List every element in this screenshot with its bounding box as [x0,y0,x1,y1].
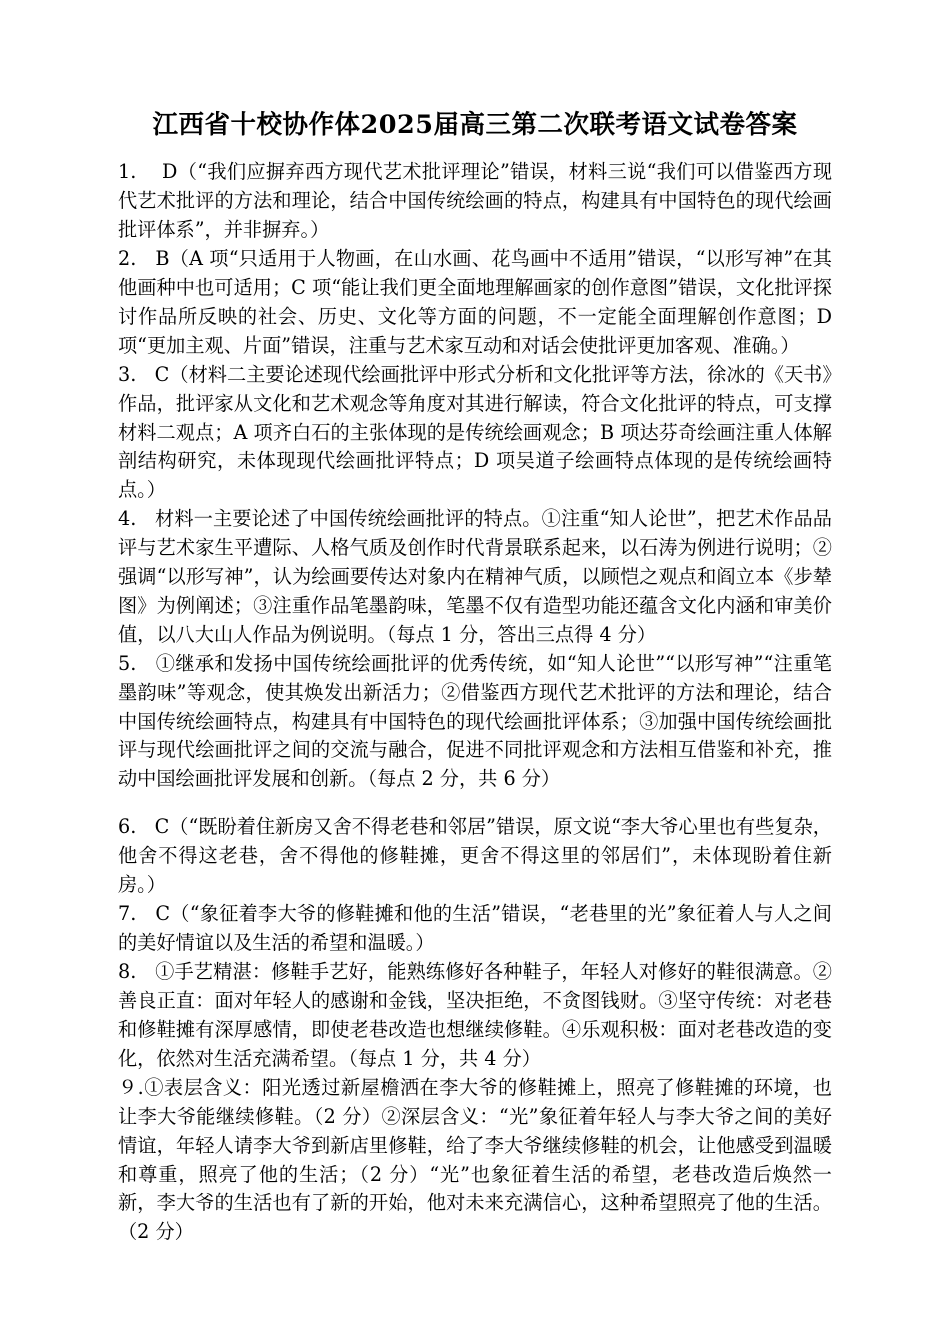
answer-item-5 [118,650,832,794]
answer-number-2: 2. [118,247,137,271]
answer-gap-7 [136,902,155,925]
answer-text-5: ①继承和发扬中国传统绘画批评的优秀传统，如“知人论世”“以形写神”“注重笔墨韵味”等观念，使其焕发出新活力；②借鉴西方现代艺术批评的方法和理论，结合中国传统绘画特点，构建具有中国特色的现代绘画批评体系；③加强中国传统绘画批评与现代绘画批评之间的交流与融合，促进不同批评观念和方法相互借鉴和补充，推动中国绘画批评发展和创新。（每点 2 分，共 6 分） [118,651,832,791]
answer-item-3 [118,361,832,505]
answer-text-6: C（“既盼着住新房又舍不得老巷和邻居”错误，原文说“李大爷心里也有些复杂，他舍不得这老巷，舍不得他的修鞋摊，更舍不得这里的邻居们”，未体现盼着住新房。） [118,815,832,897]
answer-item-1 [118,158,832,244]
answer-text-4: 材料一主要论述了中国传统绘画批评的特点。①注重“知人论世”，把艺术作品品评与艺术家生平遭际、人格气质及创作时代背景联系起来，以石涛为例进行说明；②强调“以形写神”，认为绘画要传达对象内在精神气质，以顾恺之观点和阎立本《步辇图》为例阐述；③注重作品笔墨韵味，笔墨不仅有造型功能还蕴含文化内涵和审美价值，以八大山人作品为例说明。（每点 1 分，答出三点得 4 分） [118,507,832,646]
answer-number-3: 3. [118,363,137,386]
answer-gap-5 [136,652,155,675]
answer-number-4: 4. [118,507,137,531]
answer-number-8: 8. [118,960,137,984]
answer-number-7: 7. [118,902,137,926]
answer-text-9: ①表层含义：阳光透过新屋檐洒在李大爷的修鞋摊上，照亮了修鞋摊的环境，也让李大爷能继续修鞋。（2 分）②深层含义：“光”象征着年轻人与李大爷之间的美好情谊，年轻人请李大爷到新店里修鞋，给了李大爷继续修鞋的机会，让他感受到温暖和尊重，照亮了他的生活；（2 分）“光”也象征着生活的希望，老巷改造后焕然一新，李大爷的生活也有了新的开始，他对未来充满信心，这种希望照亮了他的生活。（2 分） [118,1076,832,1244]
answer-gap-1 [136,160,162,183]
answer-gap-8 [136,960,155,983]
answer-number-1: 1. [118,160,137,184]
answer-gap-2 [136,247,155,270]
answer-text-8: ①手艺精湛：修鞋手艺好，能熟练修好各种鞋子，年轻人对修好的鞋很满意。②善良正直：面对年轻人的感谢和金钱，坚决拒绝，不贪图钱财。③坚守传统：对老巷和修鞋摊有深厚感情，即使老巷改造也想继续修鞋。④乐观积极：面对老巷改造的变化，依然对生活充满希望。（每点 1 分，共 4 分） [118,960,832,1070]
answer-gap-4 [136,507,155,530]
answer-list [118,158,832,1246]
section-spacer [118,794,832,813]
answer-item-2 [118,245,832,360]
answer-number-6: 6. [118,815,137,839]
page-title: 江西省十校协作体2025届高三第二次联考语文试卷答案 [152,110,798,140]
answer-text-3: C（材料二主要论述现代绘画批评中形式分析和文化批评等方法，徐冰的《天书》作品，批评家从文化和艺术观念等角度对其进行解读，符合文化批评的特点，可支撑材料二观点；A 项齐白石的主张体现的是传统绘画观念；B 项达芬奇绘画注重人体解剖结构研究，未体现现代绘画批评特点；D 项吴道子绘画特点体现的是传统绘画特点。） [118,363,832,502]
answer-number-5: 5. [118,651,137,675]
answer-text-2: B（A 项“只适用于人物画，在山水画、花鸟画中不适用”错误，“以形写神”在其他画种中也可适用；C 项“能让我们更全面地理解画家的创作意图”错误，文化批评探讨作品所反映的社会、历史、文化等方面的问题，不一定能全面理解创作意图；D 项“更加主观、片面”错误，注重与艺术家互动和对话会使批评更加客观、准确。） [118,247,832,357]
answer-gap-6 [136,815,154,838]
answer-item-9 [118,1074,832,1247]
answer-item-6 [118,813,832,899]
answer-item-4 [118,505,832,649]
answer-item-7 [118,900,832,958]
answer-item-8 [118,958,832,1073]
answer-text-1: D（“我们应摒弃西方现代艺术批评理论”错误，材料三说“我们可以借鉴西方现代艺术批评的方法和理论，结合中国传统绘画的特点，构建具有中国特色的现代绘画批评体系”，并非摒弃。） [118,160,832,242]
answer-gap-3 [136,363,154,386]
answer-text-7: C（“象征着李大爷的修鞋摊和他的生活”错误，“老巷里的光”象征着人与人之间的美好情谊以及生活的希望和温暖。） [118,902,832,955]
answer-number-9: ９. [118,1076,144,1100]
